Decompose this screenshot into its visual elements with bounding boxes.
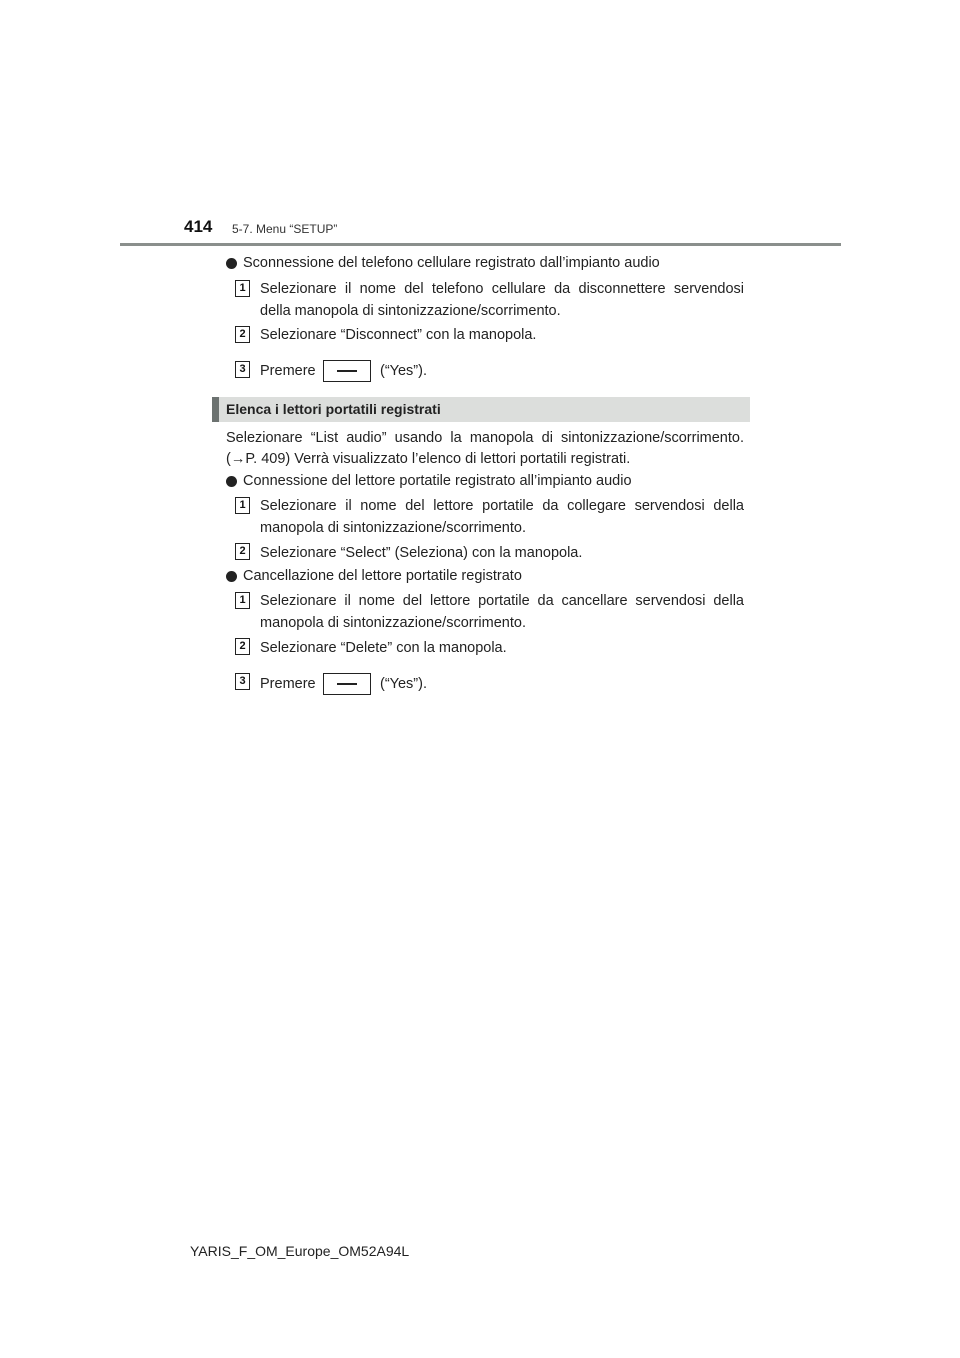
step-text: manopola di sintonizzazione/scorrimento.: [260, 520, 526, 536]
yes-key-icon: [323, 673, 371, 695]
section-banner: [212, 397, 750, 422]
header-divider: [120, 243, 841, 246]
bullet-heading: Connessione del lettore portatile registrato all’impianto audio: [243, 473, 632, 489]
page-number: 414: [184, 217, 213, 236]
step-number-badge: 1: [235, 592, 250, 609]
step-text: Selezionare “Select” (Seleziona) con la manopola.: [260, 545, 583, 561]
intro-text: Selezionare “List audio” usando la manopola di sintonizzazione/scorrimento.: [226, 430, 744, 446]
step-number-badge: 2: [235, 638, 250, 655]
yes-key-icon: [323, 360, 371, 382]
step-text: Selezionare il nome del lettore portatile da collegare servendosi della: [260, 498, 744, 514]
step-text: Premere: [260, 676, 316, 692]
step-number-badge: 3: [235, 673, 250, 690]
step-text: Selezionare il nome del telefono cellulare da disconnettere servendosi: [260, 281, 744, 297]
step-text: manopola di sintonizzazione/scorrimento.: [260, 615, 526, 631]
bullet-heading: Sconnessione del telefono cellulare registrato dall’impianto audio: [243, 255, 660, 271]
section-heading: Elenca i lettori portatili registrati: [226, 401, 441, 417]
step-text: (“Yes”).: [380, 363, 427, 379]
bullet-icon: [226, 476, 237, 487]
step-text: della manopola di sintonizzazione/scorrimento.: [260, 303, 561, 319]
step-text: (“Yes”).: [380, 676, 427, 692]
step-number-badge: 2: [235, 326, 250, 343]
step-text: Selezionare “Disconnect” con la manopola.: [260, 327, 537, 343]
section-title: 5-7. Menu “SETUP”: [232, 222, 338, 236]
step-number-badge: 3: [235, 361, 250, 378]
document-code: YARIS_F_OM_Europe_OM52A94L: [190, 1243, 410, 1259]
bullet-icon: [226, 258, 237, 269]
step-number-badge: 1: [235, 280, 250, 297]
section-banner-accent: [212, 397, 219, 422]
bullet-heading: Cancellazione del lettore portatile registrato: [243, 568, 522, 584]
step-text: Selezionare il nome del lettore portatile da cancellare servendosi della: [260, 593, 744, 609]
step-text: Premere: [260, 363, 316, 379]
step-number-badge: 1: [235, 497, 250, 514]
step-text: Selezionare “Delete” con la manopola.: [260, 640, 507, 656]
intro-text: (→P. 409) Verrà visualizzato l’elenco di lettori portatili registrati.: [226, 451, 631, 467]
step-number-badge: 2: [235, 543, 250, 560]
bullet-icon: [226, 571, 237, 582]
